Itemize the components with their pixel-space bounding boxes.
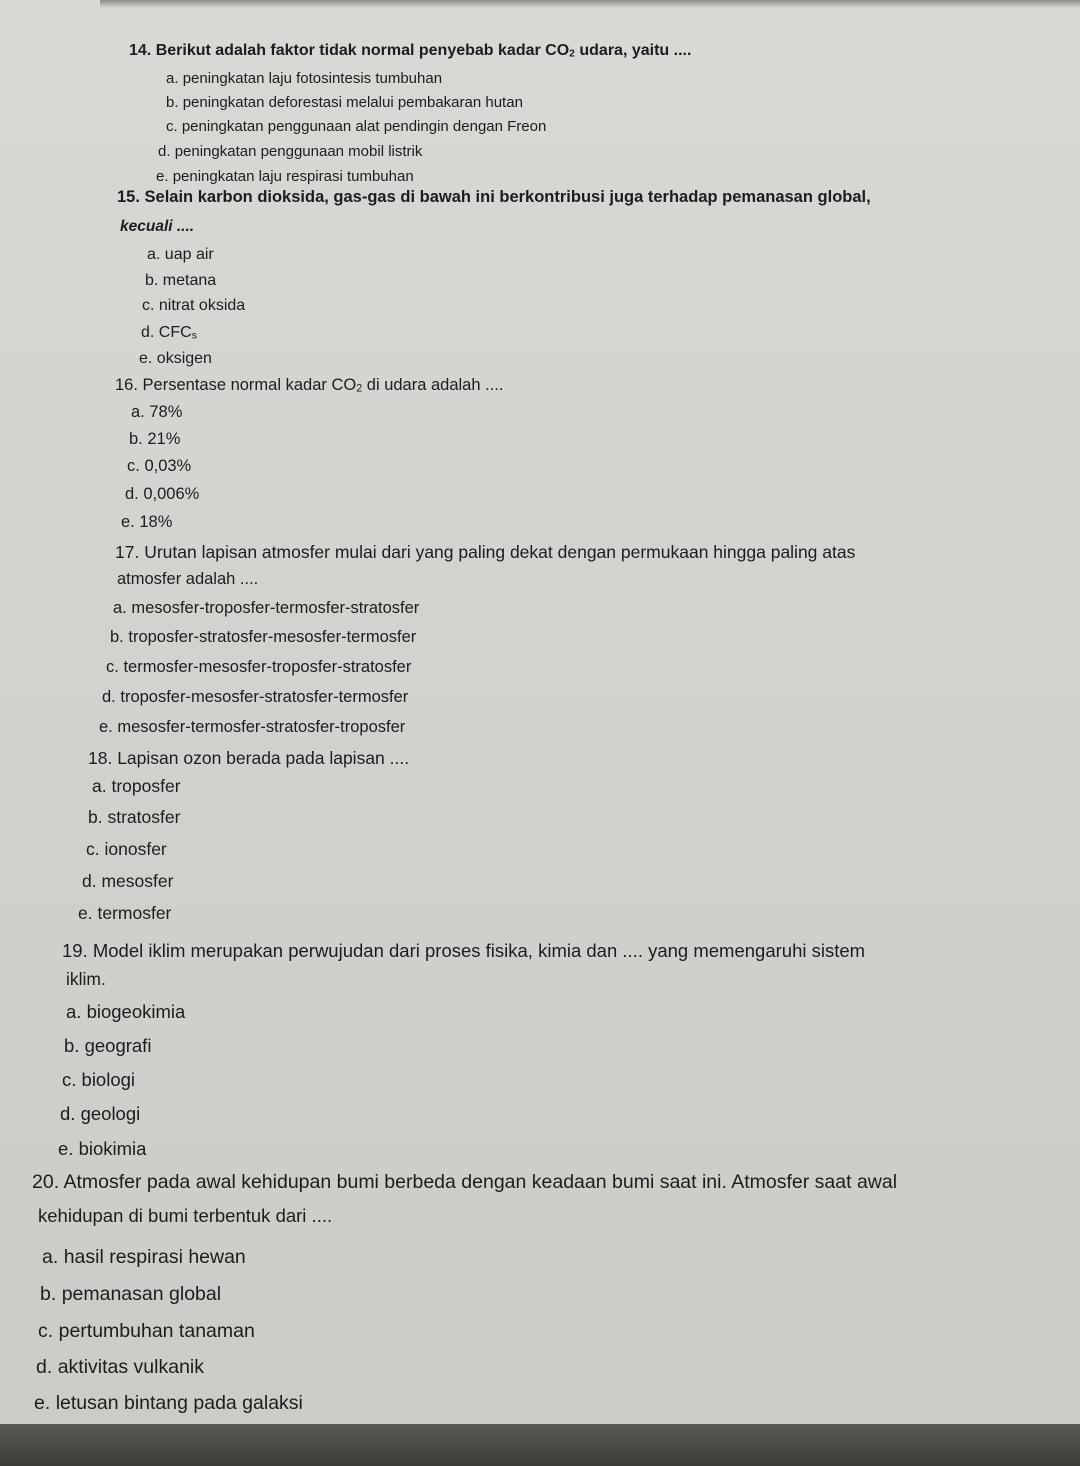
option-18e: e. termosfer [78, 903, 172, 923]
option-20d: d. aktivitas vulkanik [36, 1356, 204, 1378]
option-19c: c. biologi [62, 1069, 136, 1090]
option-15e: e. oksigen [139, 350, 212, 367]
question-18: 18. Lapisan ozon berada pada lapisan .... [88, 748, 410, 768]
question-15-line2: kecuali .... [120, 218, 195, 235]
option-20e: e. letusan bintang pada galaksi [34, 1392, 303, 1414]
option-18a: a. troposfer [92, 776, 181, 796]
option-16b: b. 21% [129, 430, 181, 448]
question-20: 20. Atmosfer pada awal kehidupan bumi berbeda dengan keadaan bumi saat ini. Atmosfer saat awal [32, 1171, 898, 1193]
option-19b: b. geografi [64, 1035, 152, 1056]
question-17-line2: atmosfer adalah .... [117, 570, 259, 588]
option-20c: c. pertumbuhan tanaman [38, 1320, 255, 1342]
option-14b: b. peningkatan deforestasi melalui pembakaran hutan [166, 94, 523, 111]
option-19d: d. geologi [60, 1103, 141, 1124]
option-16a: a. 78% [131, 403, 183, 421]
option-17a: a. mesosfer-troposfer-termosfer-stratosfer [113, 599, 420, 617]
question-15: 15. Selain karbon dioksida, gas-gas di bawah ini berkontribusi juga terhadap pemanasan global, [117, 188, 871, 206]
option-18c: c. ionosfer [86, 839, 167, 859]
option-17d: d. troposfer-mesosfer-stratosfer-termosfer [102, 688, 409, 706]
option-14d: d. peningkatan penggunaan mobil listrik [158, 143, 423, 160]
option-19a: a. biogeokimia [66, 1001, 186, 1022]
page-top-edge [100, 0, 1080, 8]
question-16: 16. Persentase normal kadar CO2 di udara adalah .... [115, 376, 504, 395]
option-14c: c. peningkatan penggunaan alat pendingin dengan Freon [166, 118, 547, 135]
question-14: 14. Berikut adalah faktor tidak normal penyebab kadar CO2 udara, yaitu .... [129, 42, 692, 60]
option-17b: b. troposfer-stratosfer-mesosfer-termosfer [110, 628, 417, 646]
option-15b: b. metana [145, 272, 217, 289]
option-16c: c. 0,03% [127, 457, 192, 475]
option-14a: a. peningkatan laju fotosintesis tumbuhan [166, 70, 443, 87]
option-17c: c. termosfer-mesosfer-troposfer-stratosfer [106, 658, 412, 676]
question-19: 19. Model iklim merupakan perwujudan dari proses fisika, kimia dan .... yang memengaruhi sistem [62, 940, 866, 961]
option-14e: e. peningkatan laju respirasi tumbuhan [156, 168, 414, 185]
option-20a: a. hasil respirasi hewan [42, 1246, 246, 1268]
option-15c: c. nitrat oksida [142, 297, 246, 314]
option-16d: d. 0,006% [125, 485, 200, 503]
option-18b: b. stratosfer [88, 807, 181, 827]
question-19-line2: iklim. [66, 969, 106, 989]
option-16e: e. 18% [121, 513, 173, 531]
option-19e: e. biokimia [58, 1138, 147, 1159]
page-bottom-shadow [0, 1424, 1080, 1466]
question-17: 17. Urutan lapisan atmosfer mulai dari yang paling dekat dengan permukaan hingga paling atas [115, 542, 856, 562]
option-15a: a. uap air [147, 246, 214, 263]
option-17e: e. mesosfer-termosfer-stratosfer-troposfer [99, 718, 406, 736]
question-20-line2: kehidupan di bumi terbentuk dari .... [38, 1205, 333, 1226]
option-18d: d. mesosfer [82, 871, 174, 891]
option-15d: d. CFCs [141, 324, 197, 342]
option-20b: b. pemanasan global [40, 1283, 222, 1305]
